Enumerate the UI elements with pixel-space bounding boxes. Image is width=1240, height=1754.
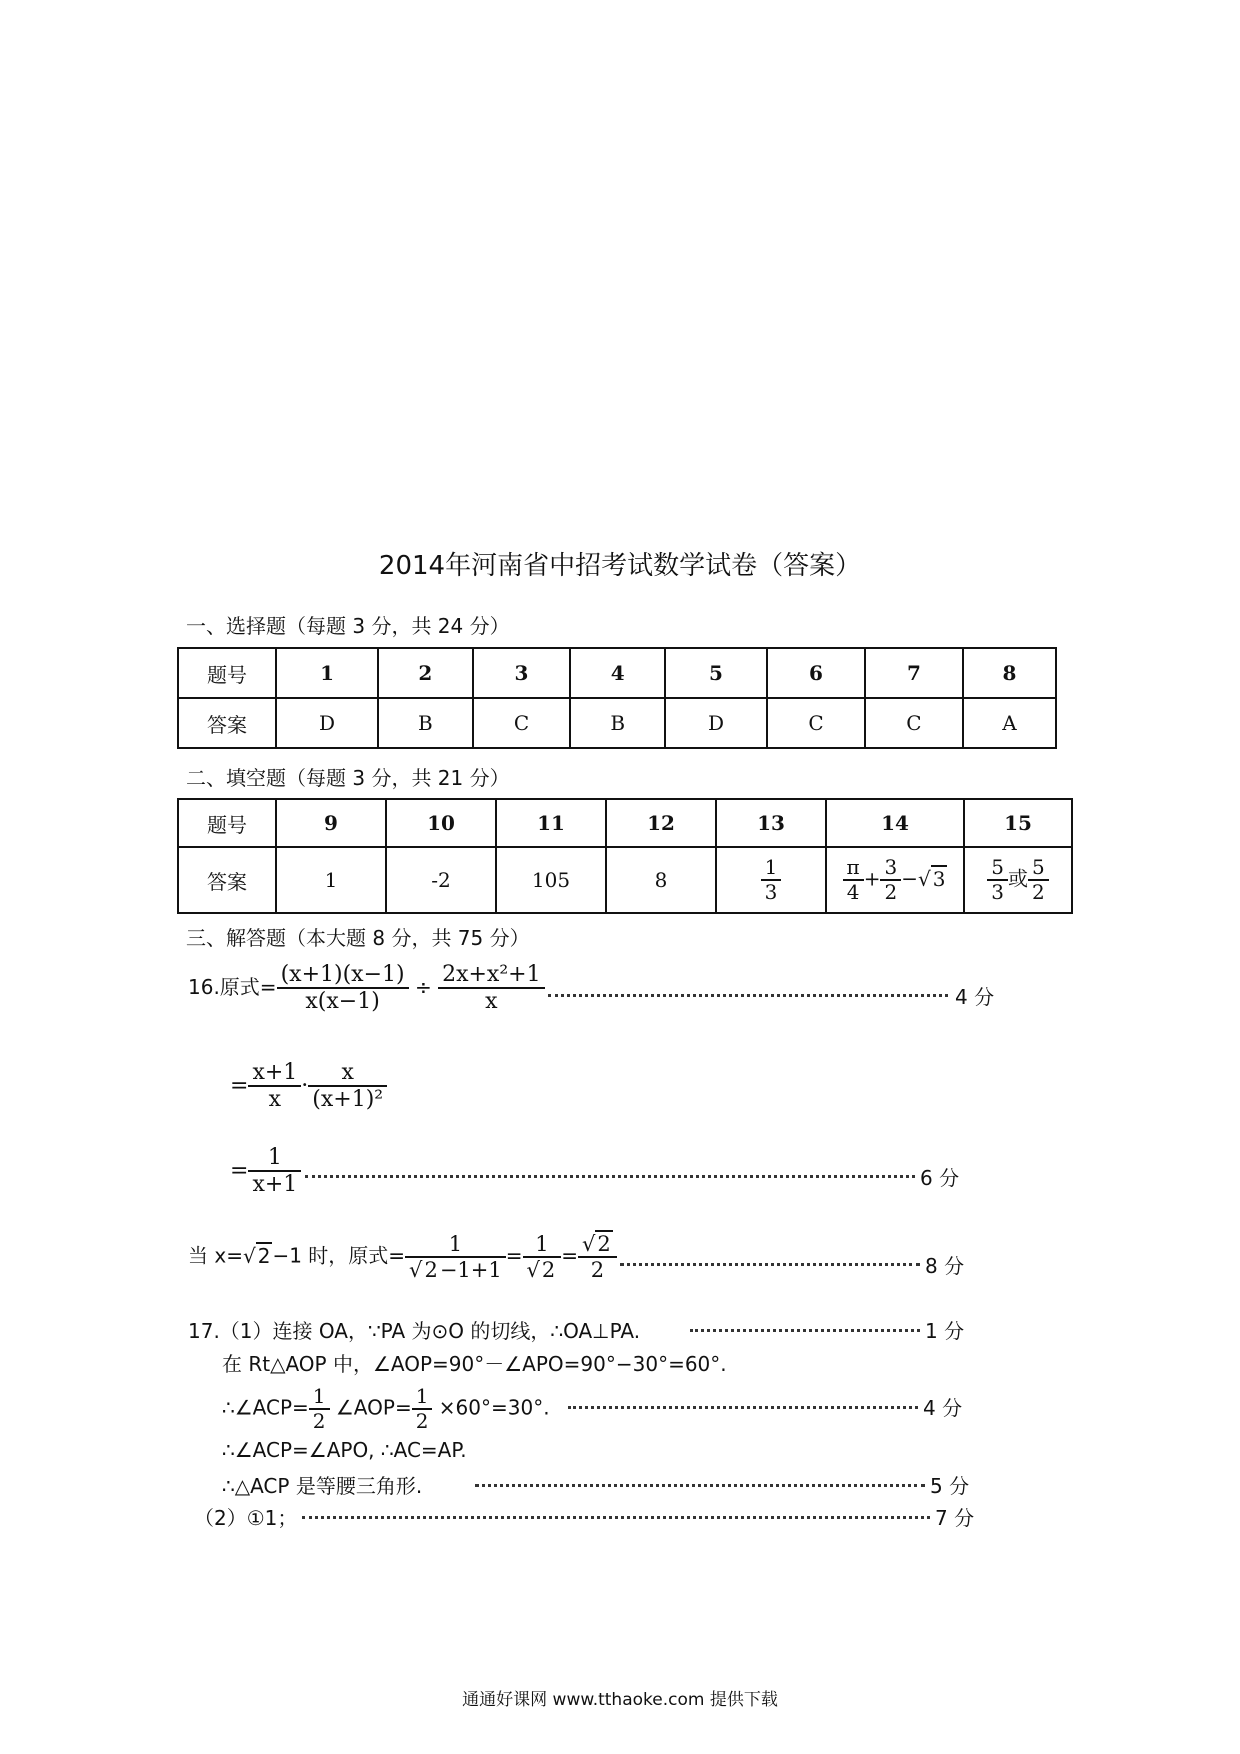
q-num: 13 (716, 799, 826, 847)
answer-cell: B (378, 698, 472, 748)
q-num: 4 (570, 648, 664, 698)
q-num: 8 (963, 648, 1056, 698)
fraction-numerator: 1 (309, 1385, 330, 1410)
divide-sign: ÷ (414, 974, 432, 999)
sqrt: √ 2 (242, 1243, 271, 1268)
fill-answer-table (177, 798, 1073, 914)
q-label: 题号 (178, 648, 276, 698)
q-num: 9 (276, 799, 386, 847)
fraction-denominator: 2 (884, 880, 898, 904)
times-sign: · (301, 1073, 309, 1099)
answer-cell: -2 (386, 847, 496, 913)
answer-cell-15 (964, 847, 1072, 913)
q17-line1: 17.（1）连接 OA，∵PA 为⊙O 的切线，∴OA⊥PA. (188, 1319, 641, 1343)
section1-heading: 一、选择题（每题 3 分，共 24 分） (186, 614, 510, 638)
line-text: ×60°=30°. (438, 1395, 550, 1420)
fraction-denominator: x (268, 1087, 282, 1113)
minus-sign: − (901, 866, 918, 891)
dotted-leader (548, 993, 948, 997)
answer-cell: A (963, 698, 1056, 748)
q16-line1 (188, 962, 545, 1015)
equals-sign: = (230, 1158, 249, 1184)
q-num: 12 (606, 799, 716, 847)
fraction-numerator: 1 (523, 1232, 562, 1258)
q17-line5: ∴△ACP 是等腰三角形. (222, 1474, 423, 1498)
q16-line3 (230, 1145, 301, 1198)
radicand: 2 (424, 1258, 438, 1283)
when-tail: −1 时，原式= (272, 1243, 406, 1268)
or-text: 或 (1008, 866, 1028, 891)
choice-answer-table (177, 647, 1057, 749)
section3-heading: 三、解答题（本大题 8 分，共 75 分） (186, 926, 530, 950)
equals-sign: = (505, 1243, 523, 1268)
score-text: 6 分 (920, 1166, 960, 1190)
fraction-numerator: √2 (578, 1232, 617, 1258)
score-text: 8 分 (925, 1254, 965, 1278)
q-num: 14 (826, 799, 964, 847)
fraction-numerator: 2x+x²+1 (438, 962, 545, 989)
score-text: 4 分 (955, 985, 995, 1009)
q-num: 11 (496, 799, 606, 847)
q-num: 3 (473, 648, 571, 698)
fraction-denominator: √2−1+1 (409, 1258, 502, 1283)
dotted-leader (305, 1174, 915, 1178)
answer-cell: 8 (606, 847, 716, 913)
score-text: 4 分 (923, 1396, 963, 1420)
q-num: 7 (865, 648, 963, 698)
answer-cell: C (865, 698, 963, 748)
fraction-numerator: π (843, 856, 864, 881)
fraction-numerator: 5 (1028, 856, 1049, 881)
q16-line2 (230, 1060, 387, 1113)
fraction-denominator: 2 (312, 1409, 326, 1433)
answer-cell: C (473, 698, 571, 748)
line-text: ∴∠ACP= (222, 1395, 309, 1420)
fraction-numerator: 5 (987, 856, 1008, 881)
den-tail: −1+1 (439, 1258, 502, 1283)
score-text: 7 分 (935, 1506, 975, 1530)
fraction-denominator: (x+1)² (312, 1087, 384, 1113)
q17-line2: 在 Rt△AOP 中，∠AOP=90°－∠APO=90°−30°=60°. (222, 1352, 727, 1376)
a-label: 答案 (178, 847, 276, 913)
page-title: 2014年河南省中招考试数学试卷（答案） (378, 551, 862, 581)
footer-source: 通通好课网 www.tthaoke.com 提供下载 (462, 1690, 778, 1710)
a-label: 答案 (178, 698, 276, 748)
q-num: 2 (378, 648, 472, 698)
answer-cell: C (767, 698, 865, 748)
dotted-leader (475, 1483, 925, 1487)
answer-cell: 105 (496, 847, 606, 913)
q16-line4 (188, 1232, 617, 1282)
radicand: 2 (541, 1258, 556, 1283)
score-text: 1 分 (925, 1319, 965, 1343)
fraction-denominator: x+1 (252, 1172, 298, 1198)
radicand: 2 (597, 1232, 611, 1256)
dotted-leader (568, 1405, 918, 1409)
answer-cell: 1 (276, 847, 386, 913)
q-num: 1 (276, 648, 378, 698)
answer-cell-14 (826, 847, 964, 913)
when-text: 当 x= (188, 1243, 243, 1268)
fraction-denominator: x(x−1) (305, 989, 380, 1015)
dotted-leader (302, 1515, 930, 1519)
fraction-numerator: 1 (761, 856, 782, 881)
radicand: 2 (257, 1243, 271, 1268)
dotted-leader (690, 1328, 920, 1332)
q-label: 题号 (178, 799, 276, 847)
fraction-denominator: 2 (415, 1409, 429, 1433)
fraction-numerator: 1 (405, 1232, 506, 1258)
equals-sign: = (230, 1073, 249, 1099)
fraction-numerator: x (308, 1060, 387, 1087)
answer-cell: D (665, 698, 767, 748)
fraction-denominator: 2 (590, 1258, 605, 1283)
q17-line4: ∴∠ACP=∠APO, ∴AC=AP. (222, 1438, 467, 1462)
q-num: 10 (386, 799, 496, 847)
fraction-numerator: (x+1)(x−1) (277, 962, 409, 989)
section2-heading: 二、填空题（每题 3 分，共 21 分） (186, 766, 510, 790)
fraction-denominator: 3 (764, 880, 778, 904)
q17-line3 (222, 1385, 550, 1433)
q17-line6: （2）①1； (194, 1506, 298, 1530)
answer-cell: B (570, 698, 664, 748)
score-text: 5 分 (930, 1474, 970, 1498)
fraction-numerator: x+1 (248, 1060, 301, 1087)
answer-cell-13 (716, 847, 826, 913)
q-num: 15 (964, 799, 1072, 847)
line-text: ∠AOP= (335, 1395, 412, 1420)
fraction-denominator: 3 (991, 880, 1004, 904)
fraction-denominator: √2 (526, 1258, 556, 1283)
equals-sign: = (561, 1243, 579, 1268)
q-num: 6 (767, 648, 865, 698)
fraction-numerator: 1 (412, 1385, 433, 1410)
fraction-denominator: 4 (846, 880, 860, 904)
sqrt: √ 3 (917, 866, 946, 891)
q16-prefix: 16.原式= (188, 974, 277, 999)
fraction-denominator: x (485, 989, 498, 1015)
plus-sign: + (863, 866, 881, 891)
fraction-denominator: 2 (1032, 880, 1045, 904)
answer-cell: D (276, 698, 378, 748)
radicand: 3 (932, 866, 946, 891)
fraction-numerator: 3 (880, 856, 901, 881)
q-num: 5 (665, 648, 767, 698)
fraction-numerator: 1 (248, 1145, 301, 1172)
dotted-leader (620, 1262, 920, 1266)
